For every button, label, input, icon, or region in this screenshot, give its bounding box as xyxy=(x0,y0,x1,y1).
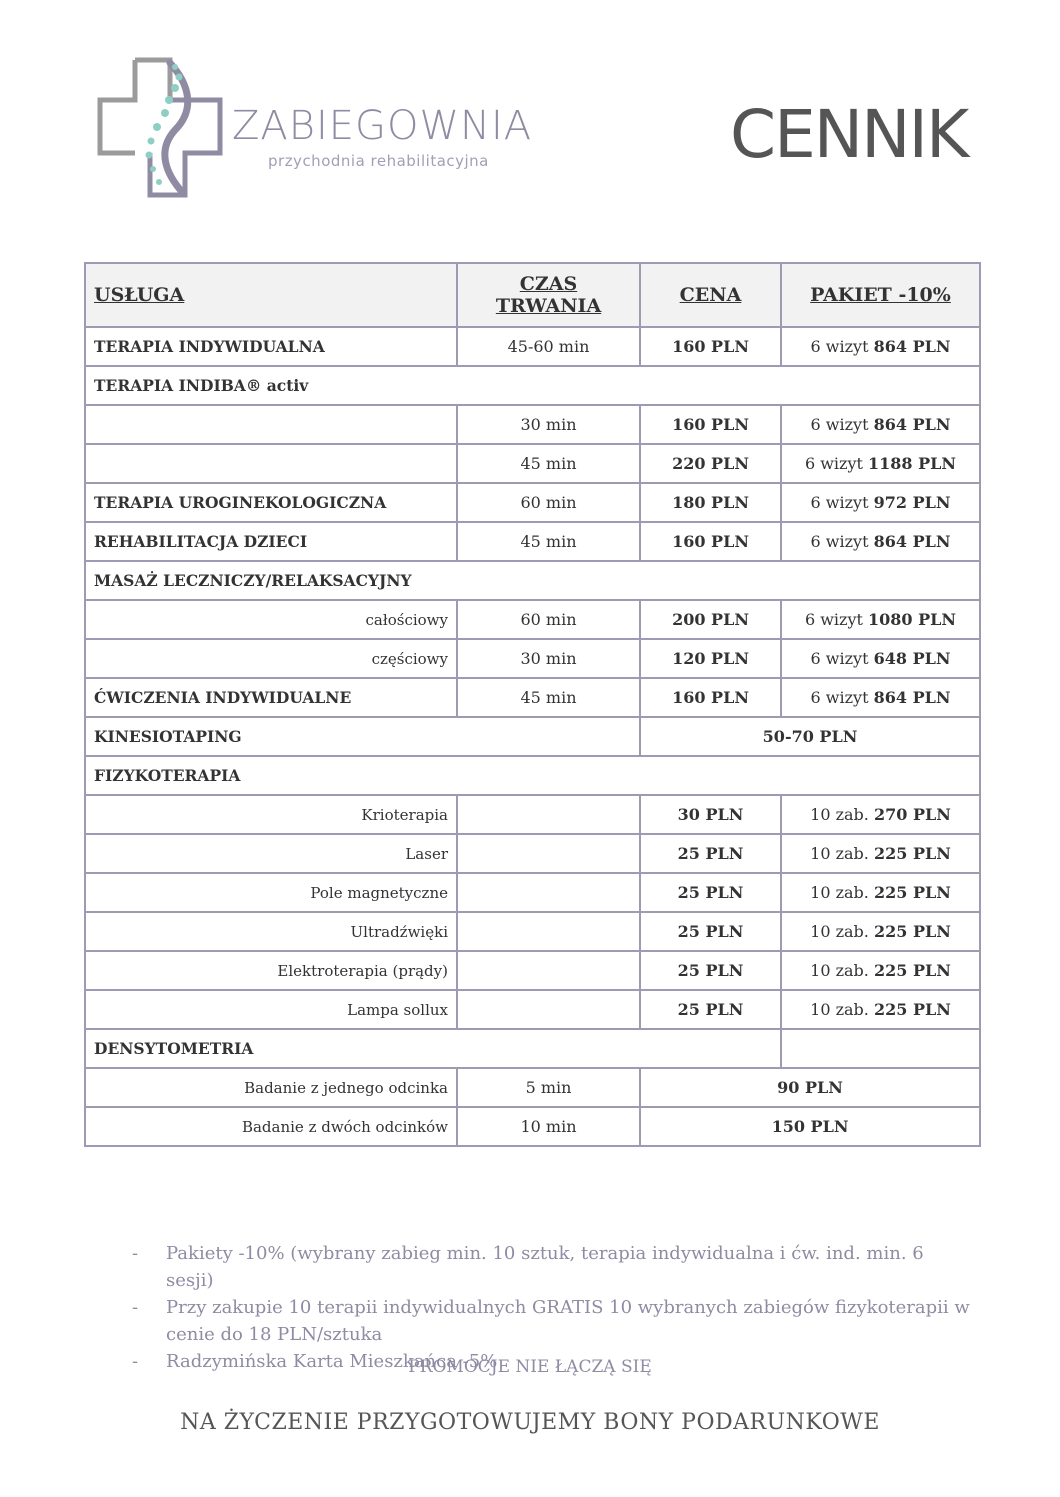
empty-cell xyxy=(457,990,640,1029)
package-prefix: 6 wizyt xyxy=(810,415,869,434)
price-merged-cell: 90 PLN xyxy=(640,1068,980,1107)
package-price: 225 PLN xyxy=(873,922,951,941)
duration-cell: 60 min xyxy=(457,483,640,522)
subservice-name: Lampa sollux xyxy=(85,990,457,1029)
page-title: CENNIK xyxy=(730,96,968,173)
table-row xyxy=(85,1107,980,1146)
subservice-name: Badanie z jednego odcinka xyxy=(85,1068,457,1107)
package-cell xyxy=(781,873,980,912)
empty-cell xyxy=(85,444,457,483)
table-row xyxy=(85,639,980,678)
package-cell xyxy=(781,678,980,717)
subservice-name: częściowy xyxy=(85,639,457,678)
package-cell xyxy=(781,990,980,1029)
price-cell: 25 PLN xyxy=(640,873,781,912)
subservice-name: Ultradźwięki xyxy=(85,912,457,951)
package-price: 225 PLN xyxy=(873,961,951,980)
package-price: 225 PLN xyxy=(873,883,951,902)
table-row xyxy=(85,444,980,483)
package-cell xyxy=(781,834,980,873)
package-price: 1188 PLN xyxy=(868,454,957,473)
package-cell xyxy=(781,951,980,990)
package-price: 1080 PLN xyxy=(868,610,957,629)
package-prefix: 10 zab. xyxy=(810,883,869,902)
package-prefix: 6 wizyt xyxy=(810,688,869,707)
service-name: ĆWICZENIA INDYWIDUALNE xyxy=(85,678,457,717)
table-row xyxy=(85,873,980,912)
duration-cell: 45-60 min xyxy=(457,327,640,366)
note-item: - Radzymińska Karta Mieszkańca -5% xyxy=(130,1348,970,1375)
table-row xyxy=(85,483,980,522)
price-cell: 160 PLN xyxy=(640,327,781,366)
subservice-name: Elektroterapia (prądy) xyxy=(85,951,457,990)
table-row xyxy=(85,522,980,561)
table-row xyxy=(85,600,980,639)
table-section-row xyxy=(85,756,980,795)
package-cell xyxy=(781,600,980,639)
table-row xyxy=(85,327,980,366)
header-package: PAKIET -10% xyxy=(781,263,980,327)
table-row xyxy=(85,912,980,951)
duration-cell: 10 min xyxy=(457,1107,640,1146)
price-cell: 25 PLN xyxy=(640,990,781,1029)
package-price: 225 PLN xyxy=(873,1000,951,1019)
price-range-cell: 50-70 PLN xyxy=(640,717,980,756)
package-prefix: 10 zab. xyxy=(810,805,869,824)
price-cell: 25 PLN xyxy=(640,951,781,990)
price-cell: 220 PLN xyxy=(640,444,781,483)
duration-cell: 30 min xyxy=(457,639,640,678)
package-cell xyxy=(781,795,980,834)
logo-cross-gray xyxy=(100,60,170,153)
package-cell xyxy=(781,522,980,561)
duration-cell: 60 min xyxy=(457,600,640,639)
package-cell xyxy=(781,639,980,678)
package-prefix: 10 zab. xyxy=(810,1000,869,1019)
service-name: TERAPIA INDYWIDUALNA xyxy=(85,327,457,366)
package-price: 648 PLN xyxy=(873,649,951,668)
table-row xyxy=(85,717,980,756)
section-title: DENSYTOMETRIA xyxy=(85,1029,781,1068)
duration-cell: 30 min xyxy=(457,405,640,444)
empty-cell xyxy=(457,795,640,834)
price-cell: 160 PLN xyxy=(640,522,781,561)
empty-cell xyxy=(457,912,640,951)
duration-cell: 45 min xyxy=(457,444,640,483)
price-cell: 25 PLN xyxy=(640,834,781,873)
vouchers-note: NA ŻYCZENIE PRZYGOTOWUJEMY BONY PODARUNKOWE xyxy=(180,1410,880,1435)
empty-cell xyxy=(781,1029,980,1068)
package-cell xyxy=(781,327,980,366)
package-price: 270 PLN xyxy=(873,805,951,824)
package-price: 864 PLN xyxy=(873,337,951,356)
section-title: FIZYKOTERAPIA xyxy=(85,756,980,795)
package-price: 972 PLN xyxy=(873,493,951,512)
brand-subtitle: przychodnia rehabilitacyjna xyxy=(268,152,489,170)
price-table xyxy=(84,262,981,1147)
section-title: MASAŻ LECZNICZY/RELAKSACYJNY xyxy=(85,561,980,600)
duration-cell: 45 min xyxy=(457,522,640,561)
package-prefix: 6 wizyt xyxy=(810,493,869,512)
table-row xyxy=(85,795,980,834)
package-cell xyxy=(781,483,980,522)
table-header-row xyxy=(85,263,980,327)
empty-cell xyxy=(457,951,640,990)
table-row xyxy=(85,678,980,717)
subservice-name: Krioterapia xyxy=(85,795,457,834)
service-name: KINESIOTAPING xyxy=(85,717,640,756)
table-section-row xyxy=(85,1029,980,1068)
table-row xyxy=(85,1068,980,1107)
package-prefix: 10 zab. xyxy=(810,961,869,980)
subservice-name: Laser xyxy=(85,834,457,873)
package-cell xyxy=(781,405,980,444)
price-merged-cell: 150 PLN xyxy=(640,1107,980,1146)
table-row xyxy=(85,990,980,1029)
price-cell: 25 PLN xyxy=(640,912,781,951)
package-cell xyxy=(781,912,980,951)
duration-cell: 5 min xyxy=(457,1068,640,1107)
price-cell: 160 PLN xyxy=(640,678,781,717)
promo-note: PROMOCJE NIE ŁĄCZĄ SIĘ xyxy=(408,1357,652,1377)
empty-cell xyxy=(457,834,640,873)
table-row xyxy=(85,405,980,444)
price-cell: 180 PLN xyxy=(640,483,781,522)
header-service: USŁUGA xyxy=(85,263,457,327)
package-price: 864 PLN xyxy=(873,688,951,707)
package-price: 864 PLN xyxy=(873,532,951,551)
subservice-name: Badanie z dwóch odcinków xyxy=(85,1107,457,1146)
package-prefix: 10 zab. xyxy=(810,844,869,863)
service-name: REHABILITACJA DZIECI xyxy=(85,522,457,561)
price-cell: 160 PLN xyxy=(640,405,781,444)
header-price: CENA xyxy=(640,263,781,327)
price-cell: 30 PLN xyxy=(640,795,781,834)
subservice-name: Pole magnetyczne xyxy=(85,873,457,912)
duration-cell: 45 min xyxy=(457,678,640,717)
table-section-row xyxy=(85,561,980,600)
package-prefix: 6 wizyt xyxy=(810,532,869,551)
package-prefix: 10 zab. xyxy=(810,922,869,941)
note-item: - Pakiety -10% (wybrany zabieg min. 10 sztuk, terapia indywidualna i ćw. ind. min. 6 sesji) xyxy=(130,1240,970,1294)
package-price: 225 PLN xyxy=(873,844,951,863)
package-prefix: 6 wizyt xyxy=(804,454,863,473)
table-section-row xyxy=(85,366,980,405)
notes-list xyxy=(130,1240,970,1375)
section-title: TERAPIA INDIBA® activ xyxy=(85,366,980,405)
table-row xyxy=(85,951,980,990)
service-name: TERAPIA UROGINEKOLOGICZNA xyxy=(85,483,457,522)
header-duration: CZAS TRWANIA xyxy=(457,263,640,327)
empty-cell xyxy=(85,405,457,444)
package-cell xyxy=(781,444,980,483)
package-prefix: 6 wizyt xyxy=(810,337,869,356)
brand-name: ZABIEGOWNIA xyxy=(232,103,533,149)
price-cell: 120 PLN xyxy=(640,639,781,678)
empty-cell xyxy=(457,873,640,912)
price-cell: 200 PLN xyxy=(640,600,781,639)
subservice-name: całościowy xyxy=(85,600,457,639)
package-price: 864 PLN xyxy=(873,415,951,434)
table-row xyxy=(85,834,980,873)
package-prefix: 6 wizyt xyxy=(804,610,863,629)
package-prefix: 6 wizyt xyxy=(810,649,869,668)
note-item: - Przy zakupie 10 terapii indywidualnych GRATIS 10 wybranych zabiegów fizykoterapii w cenie do 18 PLN/sztuka xyxy=(130,1294,970,1348)
